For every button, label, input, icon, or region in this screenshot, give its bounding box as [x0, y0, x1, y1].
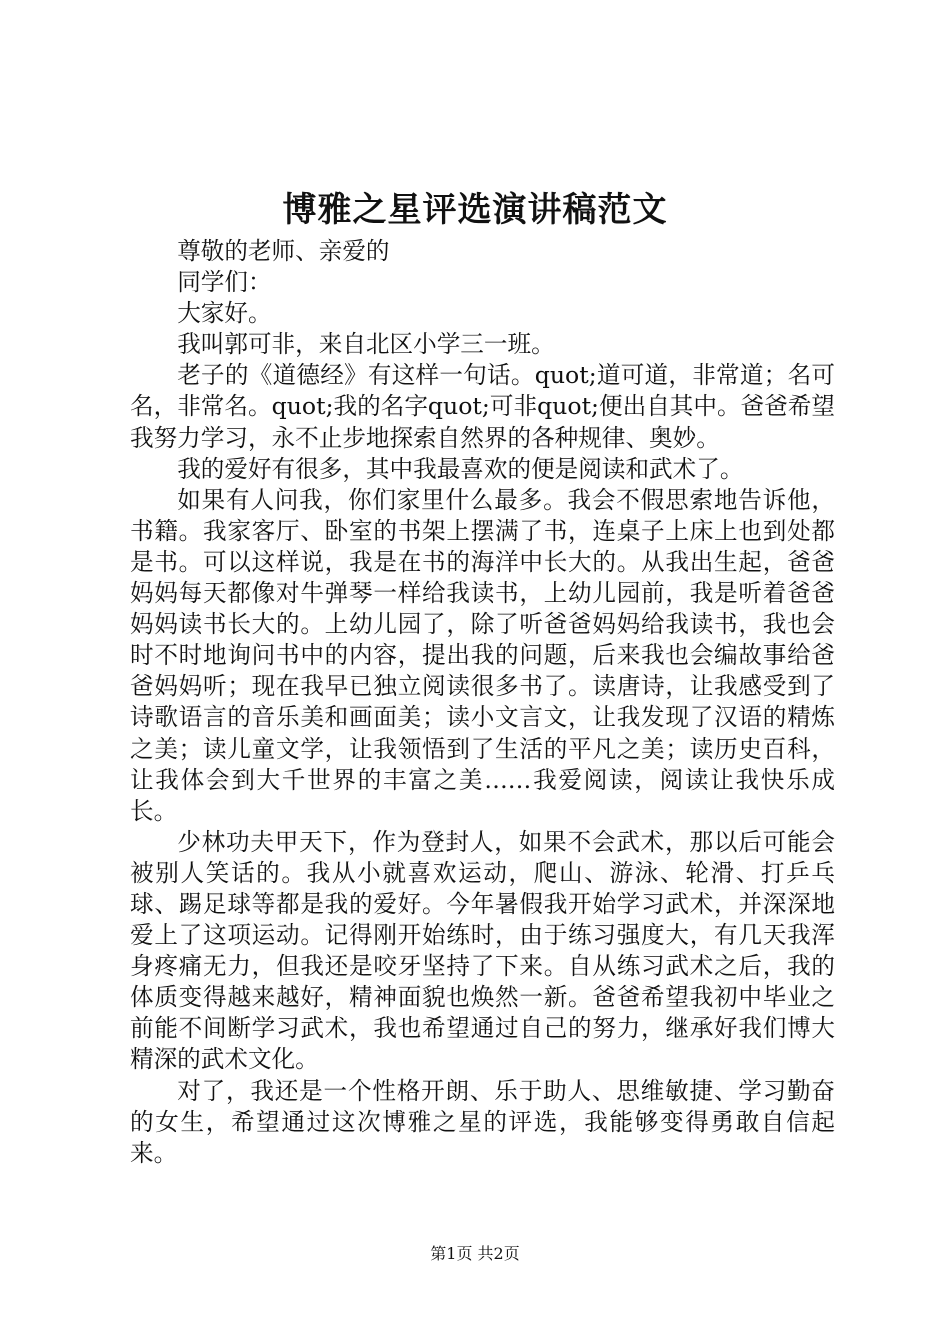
- document-title: 博雅之星评选演讲稿范文: [282, 190, 668, 230]
- paragraph-greeting: 大家好。: [177, 299, 272, 328]
- paragraph-martial-arts: 少林功夫甲天下，作为登封人，如果不会武术，那以后可能会被别人笑话的。我从小就喜欢运动，爬山、游泳、轮滑、打乒乓球、踢足球等都是我的爱好。今年暑假我开始学习武术，并深深地爱上了这项运动。记得刚开始练时，由于练习强度大，有几天我浑身疼痛无力，但我还是咬牙坚持了下来。自从练习武术之后，我的体质变得越来越好，精神面貌也焕然一新。爸爸希望我初中毕业之前能不间断学习武术，我也希望通过自己的努力，继承好我们博大精深的武术文化。: [130, 827, 835, 1074]
- paragraph-hobbies: 我的爱好有很多，其中我最喜欢的便是阅读和武术了。: [177, 454, 744, 483]
- paragraph-introduction: 我叫郭可非，来自北区小学三一班。: [177, 330, 555, 359]
- paragraph-name-origin: 老子的《道德经》有这样一句话。quot;道可道，非常道；名可名，非常名。quot;我的名字quot;可非quot;便出自其中。爸爸希望我努力学习，永不止步地探索自然界的各种规律、奥妙。: [130, 361, 835, 452]
- page-footer: 第1页 共2页: [430, 1244, 520, 1263]
- paragraph-reading: 如果有人问我，你们家里什么最多。我会不假思索地告诉他，书籍。我家客厅、卧室的书架上摆满了书，连桌子上床上也到处都是书。可以这样说，我是在书的海洋中长大的。从我出生起，爸爸妈妈每天都像对牛弹琴一样给我读书，上幼儿园前，我是听着爸爸妈妈读书长大的。上幼儿园了，除了听爸爸妈妈给我读书，我也会时不时地询问书中的内容，提出我的问题，后来我也会编故事给爸爸妈妈听；现在我早已独立阅读很多书了。读唐诗，让我感受到了诗歌语言的音乐美和画面美；读小文言文，让我发现了汉语的精炼之美；读儿童文学，让我领悟到了生活的平凡之美；读历史百科，让我体会到大千世界的丰富之美……我爱阅读，阅读让我快乐成长。: [130, 485, 835, 825]
- paragraph-salutation-2: 同学们：: [177, 268, 272, 297]
- paragraph-salutation-1: 尊敬的老师、亲爱的: [177, 237, 390, 265]
- paragraph-closing: 对了，我还是一个性格开朗、乐于助人、思维敏捷、学习勤奋的女生，希望通过这次博雅之星的评选，我能够变得勇敢自信起来。: [130, 1076, 835, 1167]
- document-body: [130, 236, 835, 1169]
